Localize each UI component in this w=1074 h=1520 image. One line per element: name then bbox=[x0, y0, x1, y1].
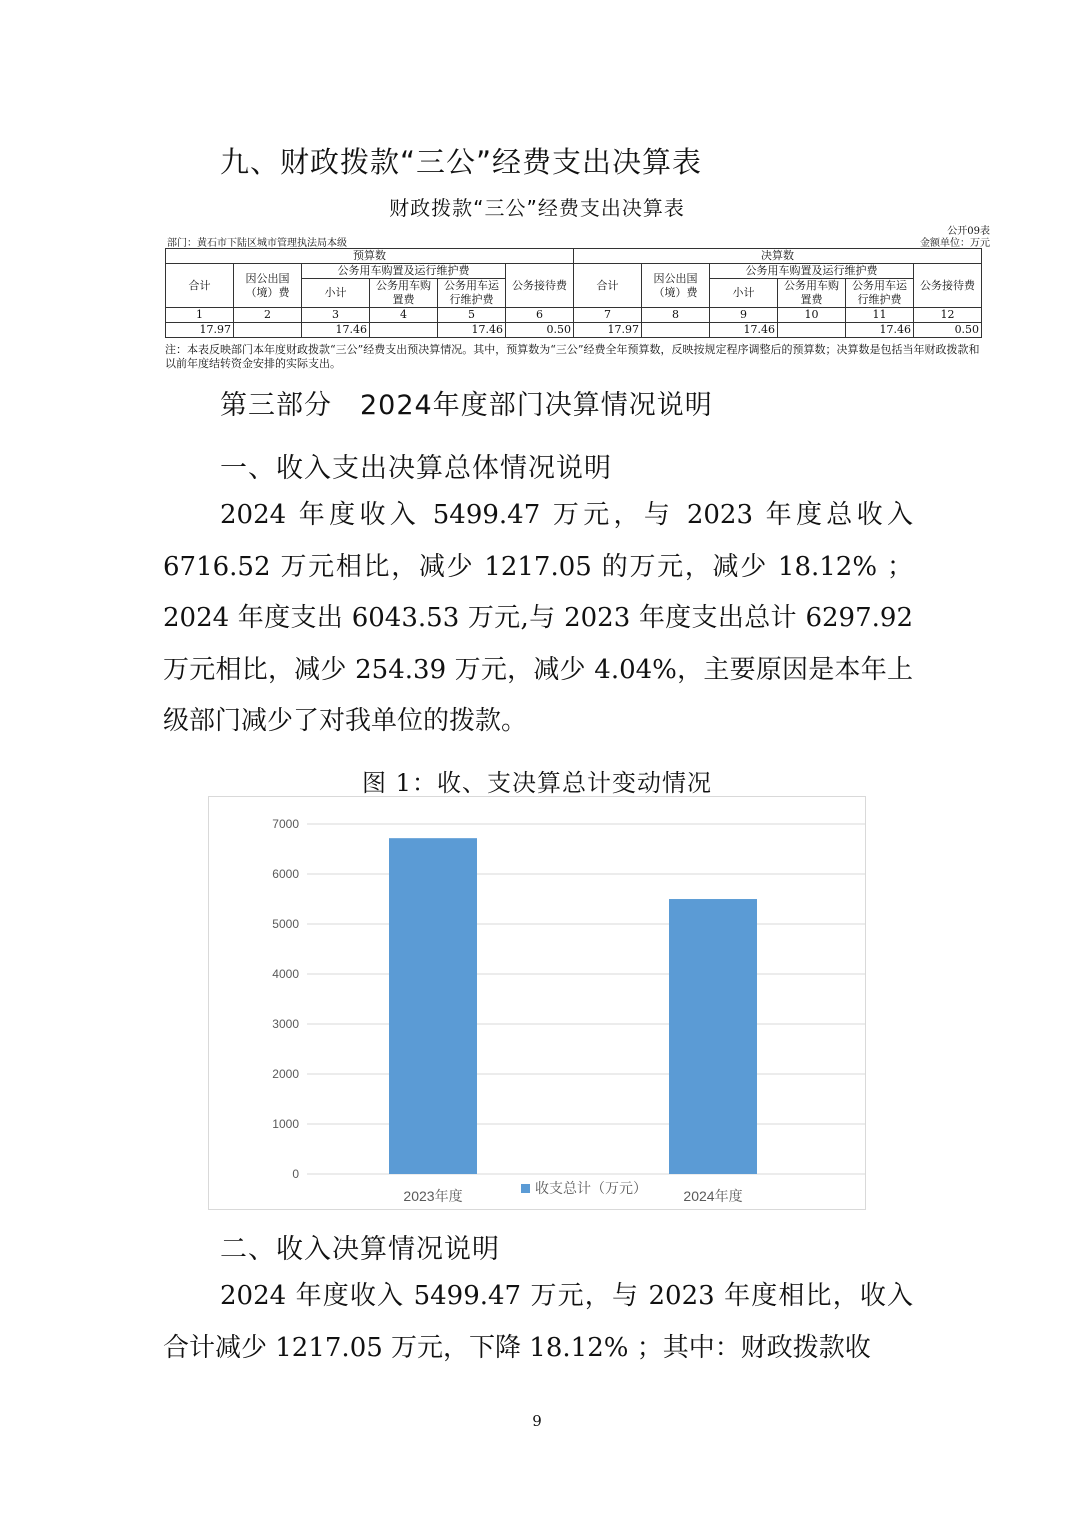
index-cell: 3 bbox=[302, 308, 370, 323]
part-heading: 第三部分 2024年度部门决算情况说明 bbox=[220, 390, 713, 421]
index-cell: 7 bbox=[574, 308, 642, 323]
header-budget: 预算数 bbox=[166, 249, 574, 264]
bar bbox=[669, 899, 757, 1174]
table-row bbox=[166, 323, 982, 338]
col-operation: 公务用车运行维护费 bbox=[846, 279, 914, 308]
index-cell: 10 bbox=[778, 308, 846, 323]
col-subtotal: 小计 bbox=[302, 279, 370, 308]
data-cell bbox=[370, 323, 438, 338]
col-purchase: 公务用车购置费 bbox=[370, 279, 438, 308]
data-cell bbox=[778, 323, 846, 338]
paragraph-text: 2024 年度收入 5499.47 万元，与 2023 年度总收入 6716.52 万元相比，减少 1217.05 的万元，减少 18.12% ；2024 年度支出 6043.53 万元,与 2023 年度支出总计 6297.92 万元相比，减少 254.39 万元，减少 4.04%，主要原因是本年上级部门减少了对我单位的拨款。 bbox=[163, 500, 913, 736]
y-tick-label: 3000 bbox=[272, 1017, 299, 1031]
y-tick-label: 1000 bbox=[272, 1117, 299, 1131]
index-cell: 12 bbox=[914, 308, 982, 323]
data-cell bbox=[642, 323, 710, 338]
col-operation: 公务用车运行维护费 bbox=[438, 279, 506, 308]
col-subtotal: 小计 bbox=[710, 279, 778, 308]
body-paragraph bbox=[163, 490, 913, 748]
col-abroad: 因公出国（境）费 bbox=[234, 264, 302, 308]
table-note: 注：本表反映部门本年度财政拨款“三公”经费支出预决算情况。其中，预算数为“三公”经费全年预算数，反映按规定程序调整后的预算数；决算数是包括当年财政拨款和以前年度结转资金安排的实际支出。 bbox=[165, 343, 980, 370]
data-cell: 17.46 bbox=[302, 323, 370, 338]
legend-label: 收支总计（万元） bbox=[535, 1180, 647, 1196]
y-tick-label: 4000 bbox=[272, 967, 299, 981]
bar bbox=[389, 838, 477, 1174]
table-header-row bbox=[166, 249, 982, 264]
y-tick-label: 5000 bbox=[272, 917, 299, 931]
table-index-row bbox=[166, 308, 982, 323]
data-cell bbox=[234, 323, 302, 338]
bar-chart bbox=[208, 796, 866, 1210]
table-title: 财政拨款“三公”经费支出决算表 bbox=[389, 196, 685, 220]
section-heading: 九、财政拨款“三公”经费支出决算表 bbox=[220, 145, 703, 179]
table-header-row bbox=[166, 264, 982, 279]
data-cell: 0.50 bbox=[506, 323, 574, 338]
x-tick-label: 2024年度 bbox=[683, 1188, 743, 1204]
three-public-expense-table bbox=[165, 248, 982, 338]
y-tick-label: 0 bbox=[292, 1167, 299, 1181]
data-cell: 17.97 bbox=[166, 323, 234, 338]
legend-swatch bbox=[521, 1184, 530, 1193]
x-tick-label: 2023年度 bbox=[403, 1188, 463, 1204]
table-unit: 金额单位：万元 bbox=[920, 238, 990, 249]
data-cell: 0.50 bbox=[914, 323, 982, 338]
section-heading: 二、收入决算情况说明 bbox=[220, 1234, 500, 1265]
col-reception: 公务接待费 bbox=[914, 264, 982, 308]
index-cell: 6 bbox=[506, 308, 574, 323]
data-cell: 17.46 bbox=[438, 323, 506, 338]
paragraph-text: 2024 年度收入 5499.47 万元，与 2023 年度相比，收入合计减少 1217.05 万元，下降 18.12% ；其中：财政拨款收 bbox=[163, 1281, 913, 1363]
y-tick-label: 7000 bbox=[272, 817, 299, 831]
y-tick-label: 6000 bbox=[272, 867, 299, 881]
y-tick-label: 2000 bbox=[272, 1067, 299, 1081]
page-number: 9 bbox=[532, 1412, 542, 1430]
chart-caption: 图 1：收、支决算总计变动情况 bbox=[362, 769, 712, 797]
index-cell: 4 bbox=[370, 308, 438, 323]
index-cell: 5 bbox=[438, 308, 506, 323]
data-cell: 17.46 bbox=[710, 323, 778, 338]
data-cell: 17.46 bbox=[846, 323, 914, 338]
index-cell: 2 bbox=[234, 308, 302, 323]
col-total: 合计 bbox=[574, 264, 642, 308]
index-cell: 8 bbox=[642, 308, 710, 323]
col-purchase: 公务用车购置费 bbox=[778, 279, 846, 308]
index-cell: 9 bbox=[710, 308, 778, 323]
header-final: 决算数 bbox=[574, 249, 982, 264]
index-cell: 11 bbox=[846, 308, 914, 323]
body-paragraph bbox=[163, 1271, 913, 1374]
table-department: 部门：黄石市下陆区城市管理执法局本级 bbox=[167, 238, 347, 249]
section-heading: 一、收入支出决算总体情况说明 bbox=[220, 453, 612, 484]
col-reception: 公务接待费 bbox=[506, 264, 574, 308]
data-cell: 17.97 bbox=[574, 323, 642, 338]
chart-canvas bbox=[209, 797, 867, 1211]
col-abroad: 因公出国（境）费 bbox=[642, 264, 710, 308]
table-code: 公开09表 bbox=[947, 226, 990, 237]
index-cell: 1 bbox=[166, 308, 234, 323]
col-vehicle-group: 公务用车购置及运行维护费 bbox=[302, 264, 506, 279]
col-vehicle-group: 公务用车购置及运行维护费 bbox=[710, 264, 914, 279]
col-total: 合计 bbox=[166, 264, 234, 308]
